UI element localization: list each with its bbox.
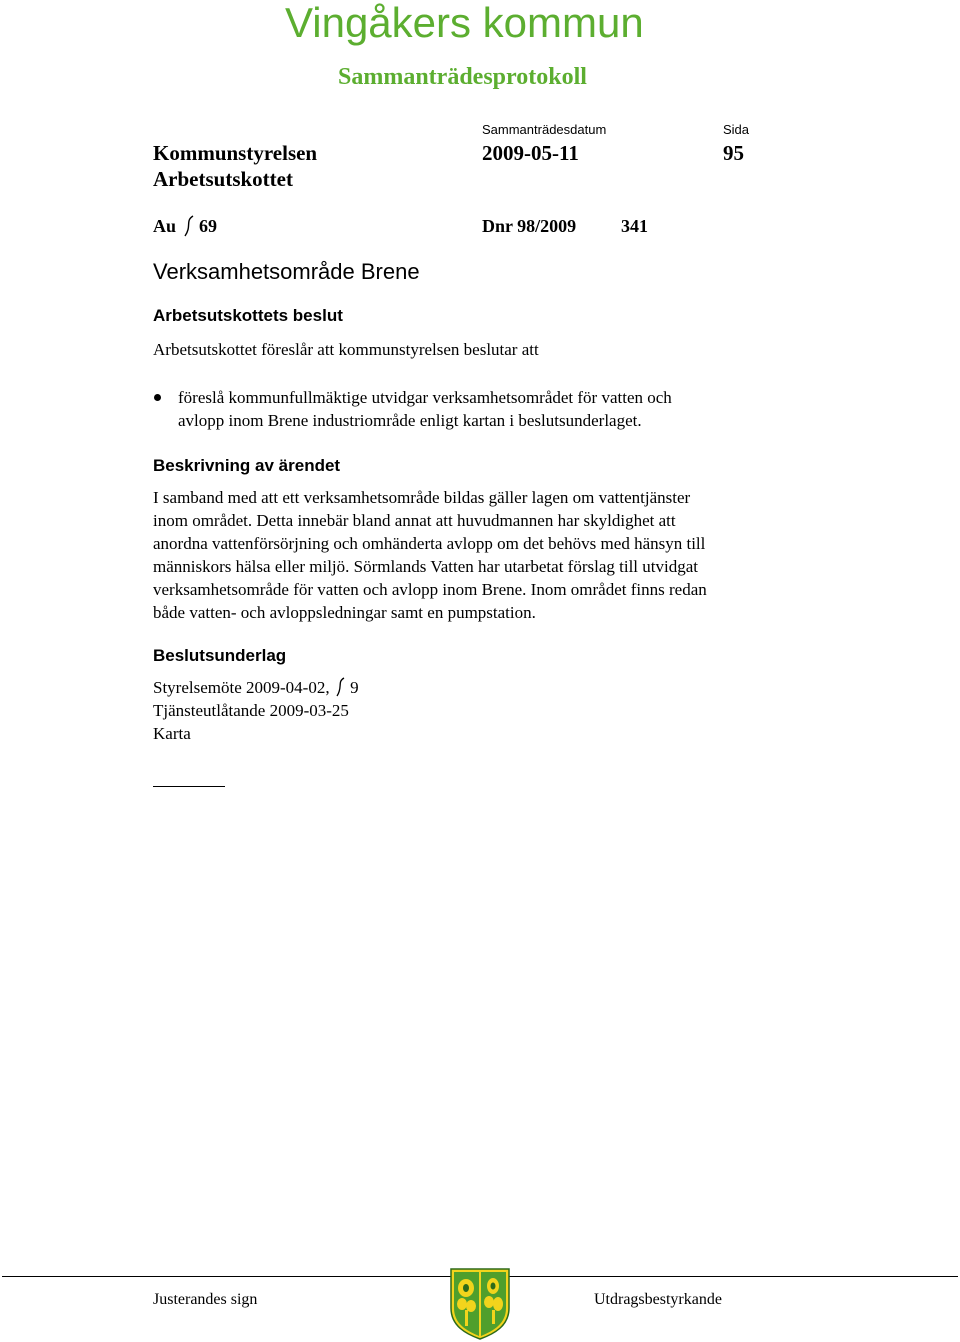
subcommittee-name: Arbetsutskottet [153,167,293,191]
basis-meeting-paragraph: 9 [350,678,359,697]
basis-meeting-text: Styrelsemöte 2009-04-02, [153,678,330,697]
meeting-date-label: Sammanträdesdatum [482,122,607,137]
description-text [153,486,707,624]
basis-item-statement: Tjänsteutlåtande 2009-03-25 [153,701,349,720]
extract-verification-label: Utdragsbestyrkande [594,1291,722,1308]
end-divider [153,786,225,787]
basis-item-meeting [153,676,359,699]
bullet-icon [154,394,161,401]
description-line: både vatten- och avloppsledningar samt en pumpstation. [153,603,536,622]
decision-bullet [178,386,672,432]
committee-name: Kommunstyrelsen [153,141,318,165]
description-line: människors hälsa eller miljö. Sörmlands Vatten har utarbetat förslag till utvidgat [153,557,698,576]
signature-label: Justerandes sign [153,1291,258,1308]
description-line: inom området. Detta innebär bland annat att huvudmannen har skyldighet att [153,511,676,530]
bullet-line: avlopp inom Brene industriområde enligt kartan i beslutsunderlaget. [178,411,642,430]
item-title: Verksamhetsområde Brene [153,259,420,284]
coat-of-arms-icon [448,1266,512,1340]
decision-intro: Arbetsutskottet föreslår att kommunstyrelsen beslutar att [153,340,539,359]
page-number: 95 [723,141,744,165]
decision-heading: Arbetsutskottets beslut [153,306,343,325]
document-type: Sammanträdesprotokoll [338,64,587,90]
section-sign-icon [334,677,346,697]
body-abbreviation: Au [153,216,177,236]
description-line: I samband med att ett verksamhetsområde bildas gäller lagen om vattentjänster [153,488,691,507]
paragraph-number: 69 [199,216,218,236]
page-label: Sida [723,122,750,137]
basis-heading: Beslutsunderlag [153,646,287,665]
description-line: verksamhetsområde för vatten och avlopp inom Brene. Inom området finns redan [153,580,707,599]
basis-list [153,676,359,745]
registration-number: Dnr 98/2009 [482,216,577,236]
registration-code: 341 [621,216,648,236]
paragraph-reference [153,215,217,237]
meeting-date: 2009-05-11 [482,141,579,165]
basis-item-map: Karta [153,724,191,743]
description-heading: Beskrivning av ärendet [153,456,341,475]
section-sign-icon [181,215,195,237]
municipality-name: Vingåkers kommun [285,0,644,46]
bullet-line: föreslå kommunfullmäktige utvidgar verksamhetsområdet för vatten och [178,388,672,407]
description-line: anordna vattenförsörjning och omhänderta avlopp om det behövs med hänsyn till [153,534,706,553]
